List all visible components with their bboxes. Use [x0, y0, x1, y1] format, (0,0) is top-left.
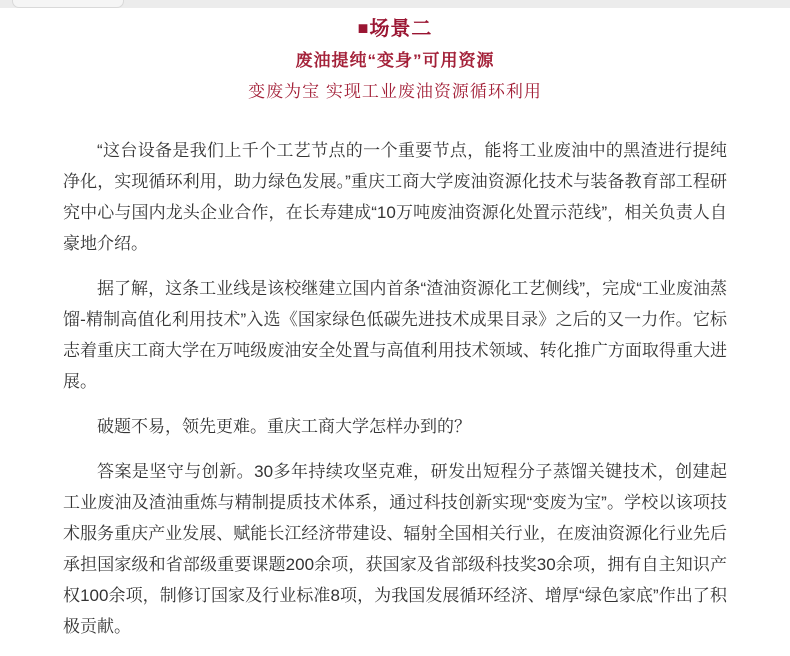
subtitle-line-2: 变废为宝 实现工业废油资源循环利用 — [248, 82, 542, 101]
page-title — [0, 16, 790, 41]
paragraph-answer: 答案是坚守与创新。30多年持续攻坚克难，研发出短程分子蒸馏关键技术，创建起工业废油及渣油重炼与精制提质技术体系，通过科技创新实现“变废为宝”。学校以该项技术服务重庆产业发展、赋能长江经济带建设、辐射全国相关行业，在废油资源化行业先后承担国家级和省部级重要课题200余项，获国家及省部级科技奖30余项，拥有自主知识产权100余项，制修订国家及行业标准8项，为我国发展循环经济、增厚“绿色家底”作出了积极贡献。 — [63, 462, 727, 636]
paragraph-background: 据了解，这条工业线是该校继建立国内首条“渣油资源化工艺侧线”，完成“工业废油蒸馏-精制高值化利用技术”入选《国家绿色低碳先进技术成果目录》之后的又一力作。它标志着重庆工商大学在万吨级废油安全处置与高值利用技术领域、转化推广方面取得重大进展。 — [63, 279, 727, 391]
section-marker-icon: ■ — [357, 18, 370, 38]
browser-tab-remnant[interactable] — [12, 0, 124, 8]
page-title-text: 场景二 — [369, 18, 433, 40]
paragraph-question: 破题不易，领先更难。重庆工商大学怎样办到的？ — [97, 417, 471, 436]
article-body — [63, 135, 727, 642]
paragraph-quote-intro: “这台设备是我们上千个工艺节点的一个重要节点，能将工业废油中的黑渣进行提纯净化，实现循环利用，助力绿色发展。”重庆工商大学废油资源化技术与装备教育部工程研究中心与国内龙头企业合作，在长寿建成“10万吨废油资源化处置示范线”，相关负责人自豪地介绍。 — [63, 141, 727, 253]
browser-chrome-strip — [0, 0, 790, 8]
article-header — [0, 16, 790, 103]
subtitle-line-1: 废油提纯“变身”可用资源 — [295, 51, 495, 70]
